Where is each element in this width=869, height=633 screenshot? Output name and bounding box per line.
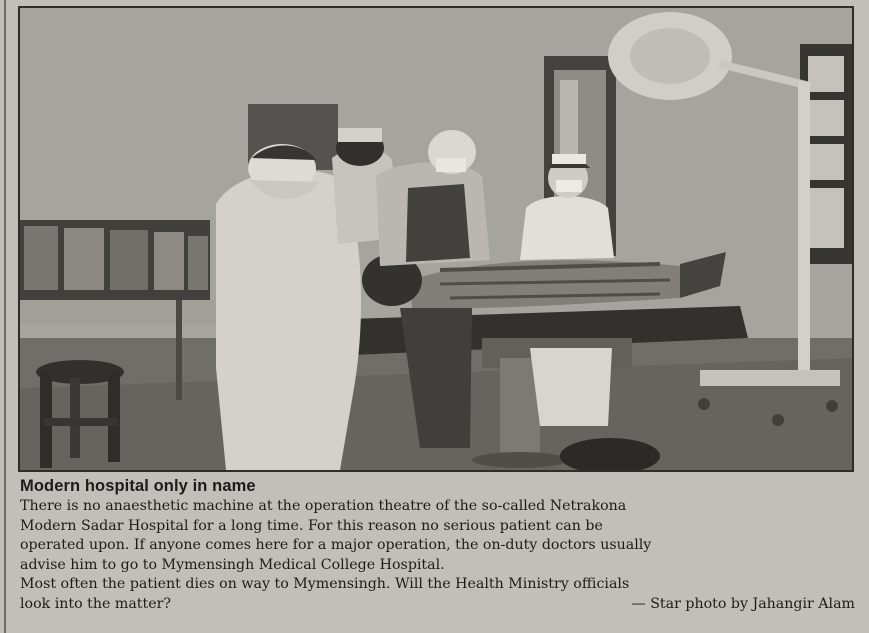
caption-line [20,595,858,615]
caption-line-text: Modern Sadar Hospital for a long time. For this reason no serious patient can be [20,517,603,534]
news-photo [18,6,854,472]
caption-line-text: operated upon. If anyone comes here for a major operation, the on-duty doctors usually [20,537,652,554]
operation-theatre-photo [20,8,852,470]
photo-caption [20,476,858,615]
caption-line-text: advise him to go to Mymensingh Medical College Hospital. [20,556,445,573]
caption-line [20,497,858,517]
caption-line-text: Most often the patient dies on way to Mymensingh. Will the Health Ministry officials [20,576,630,593]
photo-credit: — Star photo by Jahangir Alam [631,595,855,612]
caption-line [20,536,858,556]
column-rule [4,0,6,633]
caption-line [20,575,858,595]
caption-line-text: There is no anaesthetic machine at the operation theatre of the so-called Netrakona [20,498,627,514]
caption-line [20,556,858,576]
caption-line [20,517,858,537]
caption-headline: Modern hospital only in name [20,477,256,495]
caption-line-text: look into the matter? [20,595,171,612]
